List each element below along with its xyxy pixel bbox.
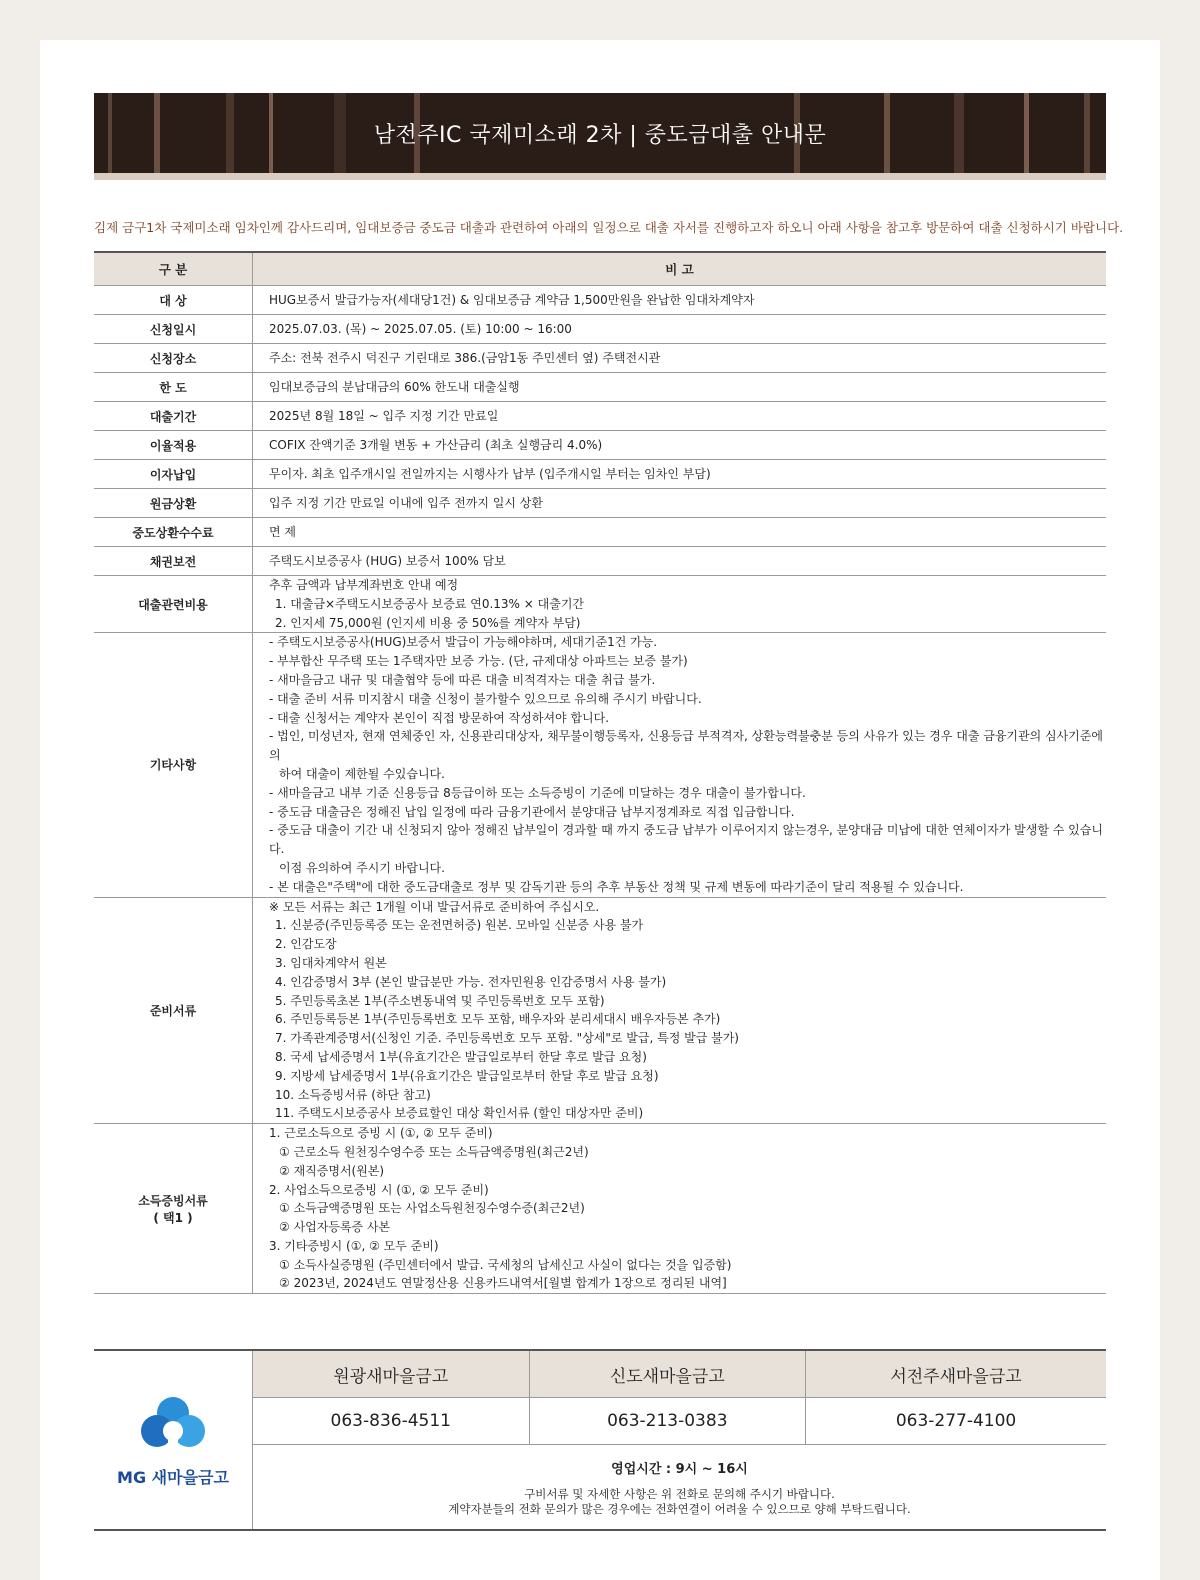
text-line: - 본 대출은"주택"에 대한 중도금대출로 정부 및 감독기관 등의 추후 부동산 정책 및 규제 변동에 따라기준이 달리 적용될 수 있습니다. xyxy=(269,879,964,894)
text-line: ② 재직증명서(원본) xyxy=(279,1163,385,1178)
row-label: 대 상 xyxy=(94,286,253,315)
branch-name: 원광새마을금고 xyxy=(253,1350,530,1398)
text-line: - 중도금 대출금은 정해진 납입 일정에 따라 금융기관에서 분양대금 납부지정계좌로 직접 입금합니다. xyxy=(269,804,795,819)
row-value: 면 제 xyxy=(253,518,1107,547)
logo-cell xyxy=(94,1350,253,1530)
text-line: 1. 신분증(주민등록증 또는 운전면허증) 원본. 모바일 신분증 사용 불가 xyxy=(275,918,644,933)
table-row xyxy=(94,460,1106,489)
hours-cell xyxy=(253,1445,1107,1531)
contact-note: 구비서류 및 자세한 사항은 위 전화로 문의해 주시기 바랍니다. xyxy=(524,1486,835,1501)
text-line: - 새마을금고 내부 기준 신용등급 8등급이하 또는 소득증빙이 기준에 미달하는 경우 대출이 불가합니다. xyxy=(269,785,806,800)
title-banner xyxy=(94,93,1106,173)
text-line: 2. 사업소득으로증빙 시 (①, ② 모두 준비) xyxy=(269,1182,489,1197)
income-label-sub: ( 택1 ) xyxy=(153,1210,193,1225)
text-line: 1. 대출금×주택도시보증공사 보증료 연0.13% × 대출기간 xyxy=(275,596,585,611)
table-row xyxy=(94,489,1106,518)
table-row-costs xyxy=(94,576,1106,633)
logo-mg: MG xyxy=(117,1467,147,1487)
intro-text: 김제 금구1차 국제미소래 임차인께 감사드리며, 임대보증금 중도금 대출과 관련하여 아래의 일정으로 대출 자서를 진행하고자 하오니 아래 사항을 참고후 방문하여 대출 신청하시기 바랍니다. xyxy=(94,220,1124,235)
text-line: - 법인, 미성년자, 현재 연체중인 자, 신용관리대상자, 채무불이행등록자, 신용등급 부적격자, 상환능력불충분 등의 사유가 있는 경우 대출 금융기관의 심사기준에 의 xyxy=(269,729,1103,763)
text-line: 7. 가족관계증명서(신청인 기준. 주민등록번호 모두 포함. "상세"로 발급, 특정 발급 불가) xyxy=(275,1031,739,1046)
row-label xyxy=(94,1124,253,1294)
col-label-header: 구 분 xyxy=(94,252,253,286)
row-value: 2025.07.03. (목) ~ 2025.07.05. (토) 10:00 ~ 16:00 xyxy=(253,315,1107,344)
text-line: 이점 유의하여 주시기 바랍니다. xyxy=(279,860,445,875)
row-value xyxy=(253,633,1107,897)
text-line: ② 2023년, 2024년도 연말정산용 신용카드내역서[월별 합계가 1장으로 정리된 내역] xyxy=(279,1276,727,1291)
table-row xyxy=(94,518,1106,547)
row-value: COFIX 잔액기준 3개월 변동 + 가산금리 (최초 실행금리 4.0%) xyxy=(253,431,1107,460)
text-line: 추후 금액과 납부계좌번호 안내 예정 xyxy=(269,578,459,592)
text-line: 하여 대출이 제한될 수있습니다. xyxy=(279,766,445,781)
row-value: 임대보증금의 분납대금의 60% 한도내 대출실행 xyxy=(253,373,1107,402)
row-label: 한 도 xyxy=(94,373,253,402)
row-value xyxy=(253,576,1107,633)
info-table xyxy=(94,251,1106,1294)
text-line: 4. 인감증명서 3부 (본인 발급분만 가능. 전자민원용 인감증명서 사용 불가) xyxy=(275,974,667,989)
text-line: - 새마을금고 내규 및 대출협약 등에 따른 대출 비적격자는 대출 취급 불가. xyxy=(269,672,656,687)
income-label: 소득증빙서류 xyxy=(138,1193,208,1208)
table-row-income xyxy=(94,1124,1106,1294)
banner-strip xyxy=(94,173,1106,180)
text-line: - 중도금 대출이 기간 내 신청되지 않아 정해진 납부일이 경과할 때 까지 중도금 납부가 이루어지지 않는경우, 분양대금 미납에 대한 연체이자가 발생할 수 있습니다. xyxy=(269,823,1103,857)
branch-phone[interactable]: 063-836-4511 xyxy=(253,1398,530,1445)
text-line: 8. 국세 납세증명서 1부(유효기간은 발급일로부터 한달 후로 발급 요청) xyxy=(275,1049,647,1064)
row-value: 주소: 전북 전주시 덕진구 기린대로 386.(금암1동 주민센터 옆) 주택전시관 xyxy=(253,344,1107,373)
table-row xyxy=(94,344,1106,373)
row-value: 주택도시보증공사 (HUG) 보증서 100% 담보 xyxy=(253,547,1107,576)
row-label: 원금상환 xyxy=(94,489,253,518)
table-row xyxy=(94,373,1106,402)
row-label: 채권보전 xyxy=(94,547,253,576)
row-value xyxy=(253,1124,1107,1294)
page-title: 남전주IC 국제미소래 2차 | 중도금대출 안내문 xyxy=(373,122,827,148)
business-hours: 영업시간 : 9시 ~ 16시 xyxy=(611,1461,748,1477)
text-line: ① 소득금액증명원 또는 사업소득원천징수영수증(최근2년) xyxy=(279,1201,585,1216)
text-line: ② 사업자등록증 사본 xyxy=(279,1220,391,1235)
text-line: ① 근로소득 원천징수영수증 또는 소득금액증명원(최근2년) xyxy=(279,1144,589,1159)
table-row-docs xyxy=(94,897,1106,1124)
table-row xyxy=(94,286,1106,315)
logo-text xyxy=(94,1465,252,1488)
branch-phone[interactable]: 063-213-0383 xyxy=(529,1398,806,1445)
text-line: 6. 주민등록등본 1부(주민등록번호 모두 포함, 배우자와 분리세대시 배우자등본 추가) xyxy=(275,1012,721,1027)
row-label: 중도상환수수료 xyxy=(94,518,253,547)
table-row-etc xyxy=(94,633,1106,897)
row-value: 2025년 8월 18일 ~ 입주 지정 기간 만료일 xyxy=(253,402,1107,431)
text-line: 2. 인지세 75,000원 (인지세 비용 중 50%를 계약자 부담) xyxy=(275,615,581,630)
text-line: ※ 모든 서류는 최근 1개월 이내 발급서류로 준비하여 주십시오. xyxy=(269,899,600,914)
text-line: 3. 기타증빙시 (①, ② 모두 준비) xyxy=(269,1238,439,1253)
text-line: - 부부합산 무주택 또는 1주택자만 보증 가능. (단, 규제대상 아파트는 보증 불가) xyxy=(269,654,688,669)
row-label: 신청일시 xyxy=(94,315,253,344)
text-line: - 주택도시보증공사(HUG)보증서 발급이 가능해야하며, 세대기준1건 가능. xyxy=(269,635,658,650)
table-row xyxy=(94,315,1106,344)
contact-note: 계약자분들의 전화 문의가 많은 경우에는 전화연결이 어려울 수 있으므로 양해 부탁드립니다. xyxy=(448,1501,911,1516)
contact-table xyxy=(94,1349,1106,1531)
row-label: 준비서류 xyxy=(94,897,253,1124)
row-label: 기타사항 xyxy=(94,633,253,897)
mg-logo-icon xyxy=(136,1393,210,1457)
table-row xyxy=(94,431,1106,460)
text-line: 5. 주민등록초본 1부(주소변동내역 및 주민등록번호 모두 포함) xyxy=(275,993,605,1008)
branch-name: 신도새마을금고 xyxy=(529,1350,806,1398)
row-value: 무이자. 최초 입주개시일 전일까지는 시행사가 납부 (입주개시일 부터는 임차인 부담) xyxy=(253,460,1107,489)
text-line: 2. 인감도장 xyxy=(275,937,337,952)
row-value xyxy=(253,897,1107,1124)
row-value: HUG보증서 발급가능자(세대당1건) & 임대보증금 계약금 1,500만원을 완납한 임대차계약자 xyxy=(253,286,1107,315)
row-label: 이율적용 xyxy=(94,431,253,460)
text-line: 3. 임대차계약서 원본 xyxy=(275,955,387,970)
text-line: 11. 주택도시보증공사 보증료할인 대상 확인서류 (할인 대상자만 준비) xyxy=(275,1106,644,1121)
row-label: 대출관련비용 xyxy=(94,576,253,633)
logo-name: 새마을금고 xyxy=(151,1467,229,1487)
document-sheet xyxy=(40,40,1160,1580)
row-value: 입주 지정 기간 만료일 이내에 입주 전까지 일시 상환 xyxy=(253,489,1107,518)
row-label: 신청장소 xyxy=(94,344,253,373)
text-line: - 대출 준비 서류 미지참시 대출 신청이 불가할수 있으므로 유의해 주시기 바랍니다. xyxy=(269,691,702,706)
table-row xyxy=(94,402,1106,431)
text-line: 9. 지방세 납세증명서 1부(유효기간은 발급일로부터 한달 후로 발급 요청) xyxy=(275,1068,659,1083)
text-line: ① 소득사실증명원 (주민센터에서 발급. 국세청의 납세신고 사실이 없다는 것을 입증함) xyxy=(279,1257,732,1272)
text-line: 1. 근로소득으로 증빙 시 (①, ② 모두 준비) xyxy=(269,1126,493,1141)
text-line: 10. 소득증빙서류 (하단 참고) xyxy=(275,1087,431,1102)
col-value-header: 비 고 xyxy=(253,252,1107,286)
branch-name: 서전주새마을금고 xyxy=(806,1350,1106,1398)
table-row xyxy=(94,547,1106,576)
branch-phone[interactable]: 063-277-4100 xyxy=(806,1398,1106,1445)
table-header-row xyxy=(94,252,1106,286)
text-line: - 대출 신청서는 계약자 본인이 직접 방문하여 작성하셔야 합니다. xyxy=(269,710,610,725)
row-label: 이자납입 xyxy=(94,460,253,489)
row-label: 대출기간 xyxy=(94,402,253,431)
